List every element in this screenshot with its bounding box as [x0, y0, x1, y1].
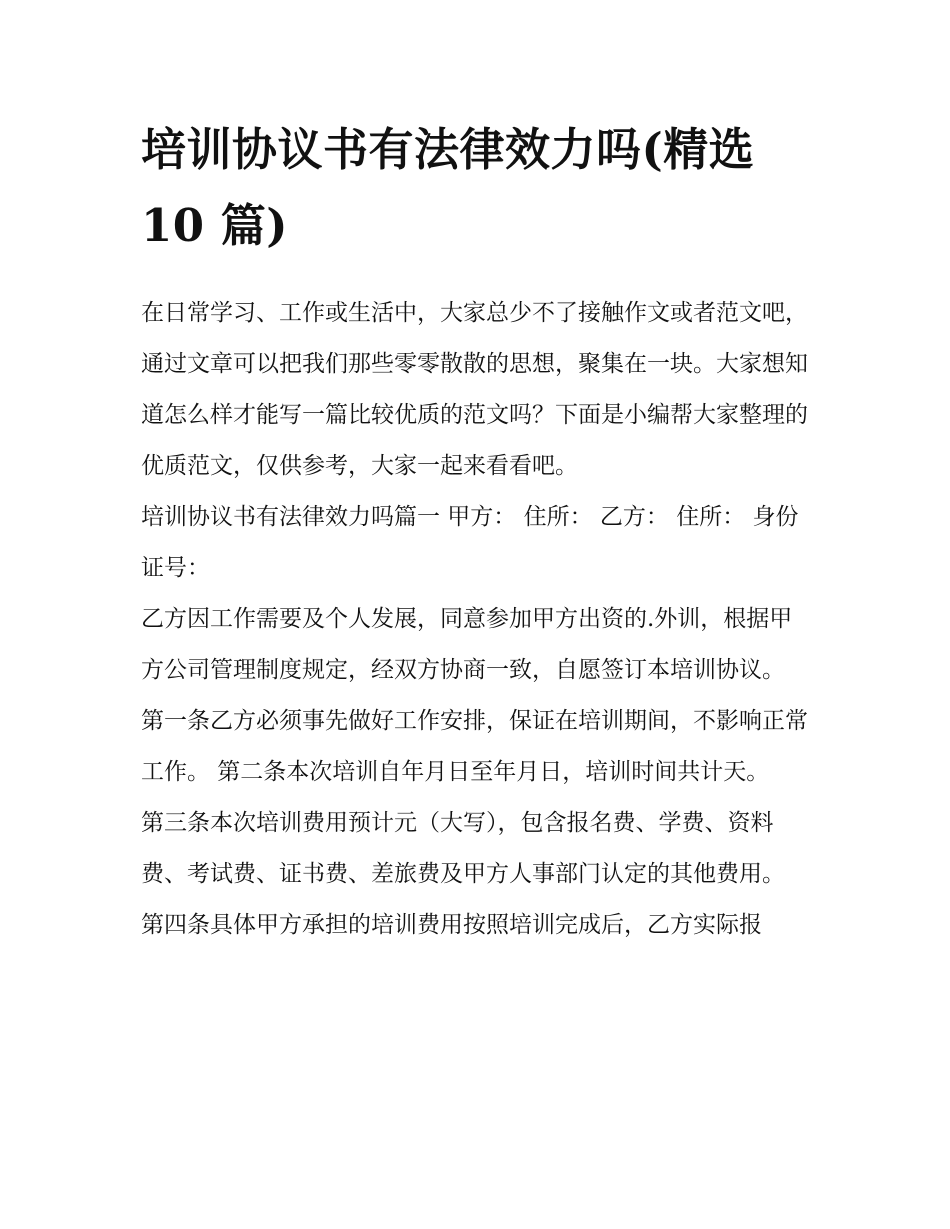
paragraph-article-4: 第四条具体甲方承担的培训费用按照培训完成后，乙方实际报: [141, 912, 762, 938]
paragraph-parties: 培训协议书有法律效力吗篇一 甲方： 住所： 乙方： 住所： 身份证号：: [141, 504, 799, 581]
document-title: 培训协议书有法律效力吗(精选 10 篇): [141, 123, 755, 252]
document-body: [141, 288, 813, 951]
paragraph-intro: 在日常学习、工作或生活中，大家总少不了接触作文或者范文吧，通过文章可以把我们那些零零散散的思想，聚集在一块。大家想知道怎么样才能写一篇比较优质的范文吗？下面是小编帮大家整理的优质范文，仅供参考，大家一起来看看吧。: [141, 300, 808, 479]
paragraph-article-3: 第三条本次培训费用预计元（大写），包含报名费、学费、资料费、考试费、证书费、差旅费及甲方人事部门认定的其他费用。: [141, 810, 785, 887]
paragraph-purpose: 乙方因工作需要及个人发展，同意参加甲方出资的.外训，根据甲方公司管理制度规定，经双方协商一致，自愿签订本培训协议。: [141, 606, 793, 683]
document-page: [141, 112, 813, 951]
paragraph-article-1-2: 第一条乙方必须事先做好工作安排，保证在培训期间，不影响正常工作。 第二条本次培训自年月日至年月日，培训时间共计天。: [141, 708, 808, 785]
